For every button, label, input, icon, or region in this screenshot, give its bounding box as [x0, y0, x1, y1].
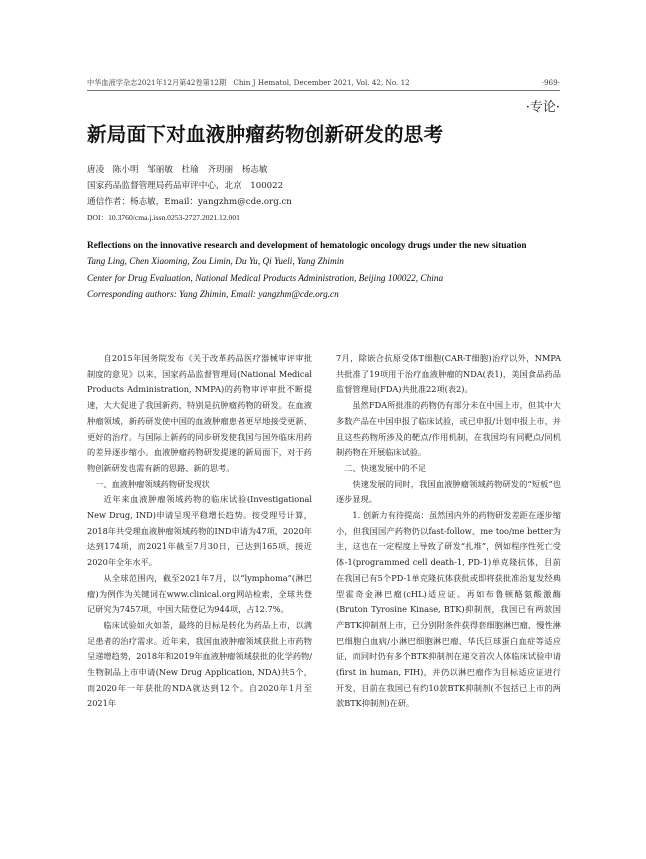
- paragraph: 临床试验如火如荼，最终的目标是转化为药品上市，以满足患者的治疗需求。近年来，我国血液肿瘤领域获批上市药物呈递增趋势，2018年和2019年血液肿瘤领域获批的化学药物/生物制品上市申请(New Drug Application, NDA)共5个，而2020年一年获批的NDA就达到12个。自2020年1月至2021年: [87, 619, 312, 709]
- affiliation-zh: 国家药品监督管理局药品审评中心，北京 100022: [87, 181, 284, 191]
- article-title-zh: 新局面下对血液肿瘤药物创新研发的思考: [87, 123, 444, 146]
- affiliation-en: Center for Drug Evaluation, National Medical Products Administration, Beijing 100022, China: [87, 273, 444, 284]
- paragraph: 7月，除嵌合抗原受体T细胞(CAR-T细胞)治疗以外，NMPA共批准了19项用于治疗血液肿瘤的NDA(表1)，美国食品药品监督管理局(FDA)共批准22项(表2)。: [336, 353, 561, 395]
- authors-zh: 唐凌 陈小明 邹丽敏 杜瑜 齐玥丽 杨志敏: [87, 165, 268, 175]
- body-column-right: [336, 351, 561, 712]
- paragraph: 近年来血液肿瘤领域药物的临床试验(Investigational New Drug, IND)申请呈现平稳增长趋势。按受理号计算，2018年共受理血液肿瘤领域药物的IND申请为47项，2020年达到174项，而2021年截至7月30日，已达到165项，接近2020年全年水平。: [87, 494, 312, 568]
- doi: DOI：10.3760/cma.j.issn.0253-2727.2021.12.001: [87, 213, 240, 222]
- corresponding-zh: 通信作者：杨志敏，Email：yangzhm@cde.org.cn: [87, 197, 292, 207]
- paragraph: 自2015年国务院发布《关于改革药品医疗器械审评审批制度的意见》以来，国家药品监督管理局(National Medical Products Administration, NMPA)的药物审评审批不断提速，大大促进了我国新药，特别是抗肿瘤药物的研发。在血液肿瘤领域，新药研发使中国的血液肿瘤患者更早地接受更新、更好的治疗。与国际上新药的同步研发使我国与国外临床用药的差异逐步缩小。血液肿瘤药物研发提速的新局面下，对于药物创新研发也需有新的思路、新的思考。: [87, 353, 312, 473]
- body-column-left: [87, 351, 312, 712]
- section-tag: ·专论·: [525, 100, 560, 115]
- paragraph: 从全球范围内，截至2021年7月，以“lymphoma”(淋巴瘤)为例作为关键词在www.clinical.org网站检索，全球共登记研究为7457项，中国大陆登记为944项，占12.7%。: [87, 572, 312, 615]
- section-heading: 二、快速发展中的不足: [344, 462, 427, 473]
- paragraph: 1. 创新力有待提高：虽然国内外的药物研发差距在逐步缩小，但我国国产药物仍以fast-follow、me too/me better为主，这也在一定程度上导致了研发“扎堆”，例如程序性死亡受体-1(programmed cell death-1, PD-1)单克隆抗体，目前在我国已有5个PD-1单克隆抗体获批或即将获批准治复发经典型霍奇金淋巴瘤(cHL)适应证。再如布鲁顿酪氨酸激酶(Bruton Tyrosine Kinase, BTK)抑制剂，我国已有两款国产BTK抑制剂上市，已分别附条件获得套细胞淋巴瘤、慢性淋巴细胞白血病/小淋巴细胞淋巴瘤、华氏巨球蛋白血症等适应证，而同时仍有多个BTK抑制剂在递交首次人体临床试验申请(first in human, FIH)，并仍以淋巴瘤作为目标适应证进行开发，目前在我国已有约10款BTK抑制剂(不包括已上市的两款BTK抑制剂)在研。: [336, 510, 561, 709]
- article-title-en: Reflections on the innovative research and development of hematologic oncology drugs under the new situation: [87, 241, 527, 251]
- paragraph: 快速发展的同时，我国血液肿瘤领域药物研发的“短板”也逐步显现。: [336, 478, 561, 505]
- authors-en: Tang Ling, Chen Xiaoming, Zou Limin, Du Yu, Qi Yueli, Yang Zhimin: [87, 257, 344, 268]
- english-header: [87, 238, 527, 304]
- section-heading: 一、血液肿瘤领域药物研发现状: [95, 478, 210, 489]
- corresponding-en: Corresponding authors: Yang Zhimin, Email: yangzhm@cde.org.cn: [87, 290, 339, 301]
- page-number: ·969·: [541, 78, 560, 87]
- running-head: [87, 76, 560, 91]
- paragraph: 虽然FDA所批准的药物仍有部分未在中国上市，但其中大多数产品在中国申报了临床试验，或已申报/计划申报上市，并且这些药物所涉及的靶点/作用机制，在我国均有同靶点/同机制药物在开展临床试验。: [336, 400, 561, 458]
- journal-citation: 中华血液学杂志2021年12月第42卷第12期 Chin J Hematol, December 2021, Vol. 42, No. 12: [87, 78, 410, 87]
